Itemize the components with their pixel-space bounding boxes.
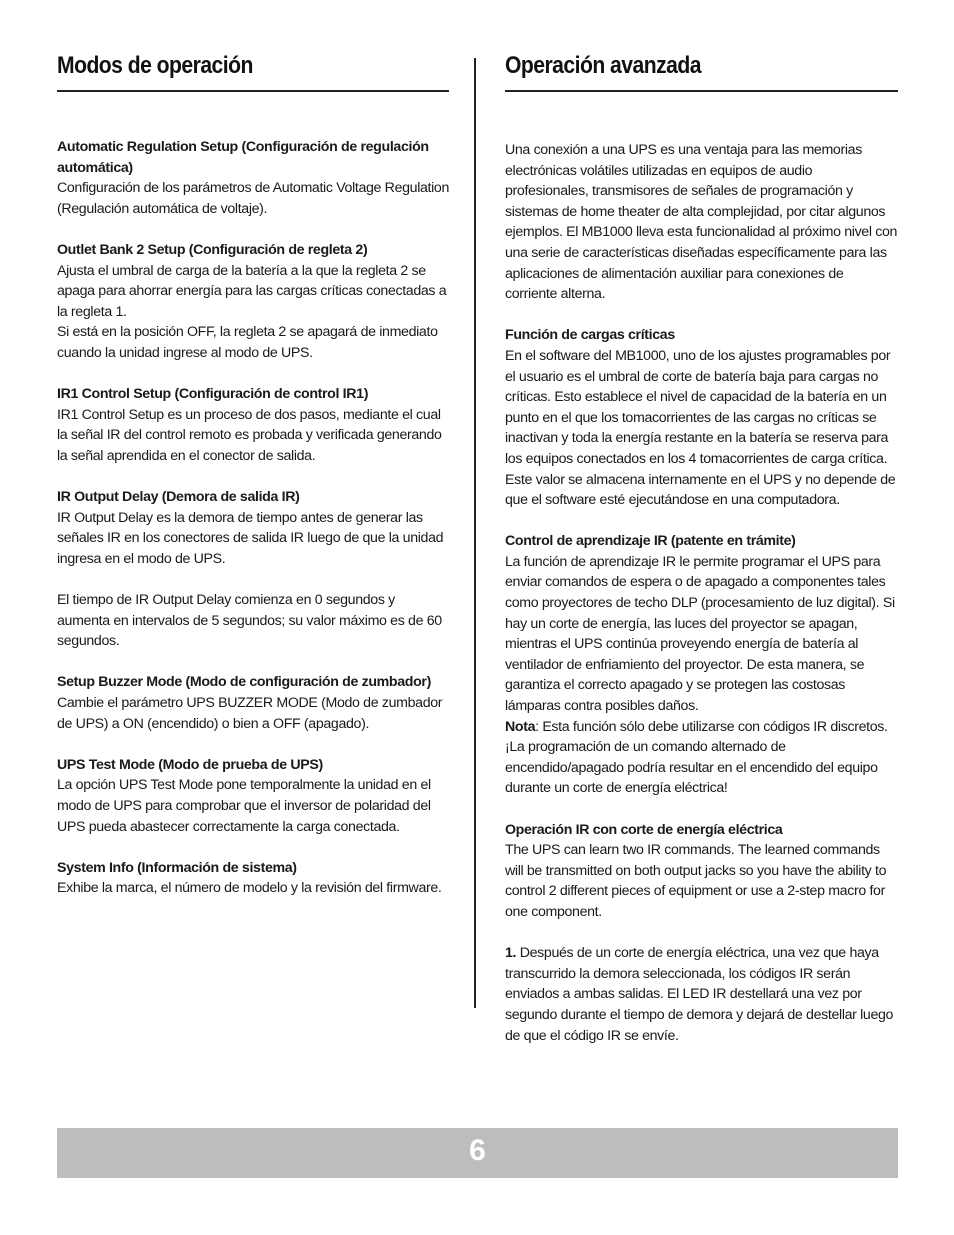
ir1-control-block (57, 384, 449, 466)
left-content (57, 137, 449, 920)
buzzer-mode-heading: Setup Buzzer Mode (Modo de configuración de zumbador) (57, 674, 431, 691)
critical-loads-heading: Función de cargas críticas (505, 327, 675, 344)
right-title-rule (505, 90, 898, 92)
ups-test-mode-body: La opción UPS Test Mode pone temporalmente la unidad en el modo de UPS para comprobar que el inversor de polaridad del UPS pueda abastecer correctamente la carga conectada. (57, 777, 431, 835)
ir-output-delay-extra (57, 590, 449, 652)
ups-test-mode-heading: UPS Test Mode (Modo de prueba de UPS) (57, 756, 323, 773)
system-info-block (57, 858, 449, 899)
ir-power-cut-block (505, 820, 898, 923)
ir-output-delay-body-2: El tiempo de IR Output Delay comienza en 0 segundos y aumenta en intervalos de 5 segundos; su valor máximo es de 60 segundos. (57, 592, 442, 650)
auto-regulation-block (57, 137, 449, 219)
outlet-bank-heading: Outlet Bank 2 Setup (Configuración de regleta 2) (57, 241, 368, 258)
note-label: Nota (505, 718, 536, 735)
ir-output-delay-heading: IR Output Delay (Demora de salida IR) (57, 489, 300, 506)
left-section-title: Modos de operación (57, 52, 253, 79)
ir1-control-heading: IR1 Control Setup (Configuración de control IR1) (57, 386, 369, 403)
ir-output-delay-block (57, 487, 449, 569)
ir-power-cut-heading: Operación IR con corte de energía eléctrica (505, 821, 783, 838)
intro-text: Una conexión a una UPS es una ventaja para las memorias electrónicas volátiles utilizadas en equipos de audio profesionales, transmisores de señales de programación y sistemas de home theater de alta complejidad, por citar algunos ejemplos. El MB1000 lleva esta funcionalidad al próximo nivel con una serie de características diseñadas específicamente para las aplicaciones de alimentación auxiliar para conexiones de corriente alterna. (505, 142, 898, 303)
auto-regulation-heading: Automatic Regulation Setup (Configuración de regulación automática) (57, 139, 429, 176)
buzzer-mode-block (57, 672, 449, 734)
note-text: : Esta función sólo debe utilizarse con códigos IR discretos. ¡La programación de un comando alternado de encendido/apagado podría resultar en el encendido del equipo durante un corte de energía eléctrica! (505, 718, 888, 797)
ir-output-delay-body: IR Output Delay es la demora de tiempo antes de generar las señales IR en los conectores de salida IR luego de que la unidad ingresa en el modo de UPS. (57, 509, 444, 567)
outlet-bank-body: Ajusta el umbral de carga de la batería a la que la regleta 2 se apaga para ahorrar energía para las cargas críticas conectadas a la regleta 1. (57, 262, 447, 320)
critical-loads-body: En el software del MB1000, uno de los ajustes programables por el usuario es el umbral de corte de batería baja para cargas no críticas. Esto establece el nivel de capacidad de la batería en un punto en el que los tomacorrientes de las cargas no críticas se inactivan y toda la energía restante en la batería se reserva para los equipos conectados en los 4 tomacorrientes de carga crítica. Este valor se almacena internamente en el UPS y no depende de que el software esté ejecutándose en una computadora. (505, 347, 896, 509)
ir-learning-body: La función de aprendizaje IR le permite programar el UPS para enviar comandos de espera o de apagado a componentes tales como proyectores de techo DLP (procesamiento de luz digital). Si hay un corte de energía, las luces del proyector se apagan, mientras el UPS continúa proveyendo energía de batería al ventilador de enfriamiento del proyector. De esta manera, se garantiza el correcto apagado y se protegen las costosas lámparas contra posibles daños. (505, 553, 895, 715)
intro-paragraph (505, 140, 898, 305)
column-divider (474, 58, 476, 1008)
auto-regulation-body: Configuración de los parámetros de Automatic Voltage Regulation (Regulación automática de voltaje). (57, 180, 450, 217)
ir-learning-block (505, 531, 898, 799)
buzzer-mode-body: Cambie el parámetro UPS BUZZER MODE (Modo de zumbador de UPS) a ON (encendido) o bien a OFF (apagado). (57, 695, 443, 732)
ir-power-cut-body: The UPS can learn two IR commands. The learned commands will be transmitted on both output jacks so you have the ability to control 2 different pieces of equipment or use a 2-step macro for one component. (505, 842, 887, 920)
system-info-body: Exhibe la marca, el número de modelo y la revisión del firmware. (57, 880, 442, 897)
ir-learning-heading: Control de aprendizaje IR (patente en trámite) (505, 533, 796, 550)
outlet-bank-block (57, 240, 449, 364)
step-number: 1. (505, 945, 517, 962)
footer-bar (57, 1128, 898, 1178)
ups-test-mode-block (57, 755, 449, 837)
ir1-control-body: IR1 Control Setup es un proceso de dos pasos, mediante el cual la señal IR del control remoto es probada y verificada generando la señal aprendida en el conector de salida. (57, 406, 442, 464)
critical-loads-block (505, 325, 898, 510)
ir-power-cut-step-1 (505, 943, 898, 1046)
system-info-heading: System Info (Información de sistema) (57, 859, 297, 876)
right-content (505, 140, 898, 1067)
right-section-title: Operación avanzada (505, 52, 701, 79)
outlet-bank-body-2: Si está en la posición OFF, la regleta 2 se apagará de inmediato cuando la unidad ingrese al modo de UPS. (57, 324, 438, 361)
left-title-rule (57, 90, 449, 92)
step-text: Después de un corte de energía eléctrica, una vez que haya transcurrido la demora seleccionada, los códigos IR serán enviados a ambas salidas. El LED IR destellará una vez por segundo durante el tiempo de demora y dejará de destellar luego de que el código IR se envíe. (505, 945, 894, 1044)
page-number: 6 (469, 1134, 486, 1167)
